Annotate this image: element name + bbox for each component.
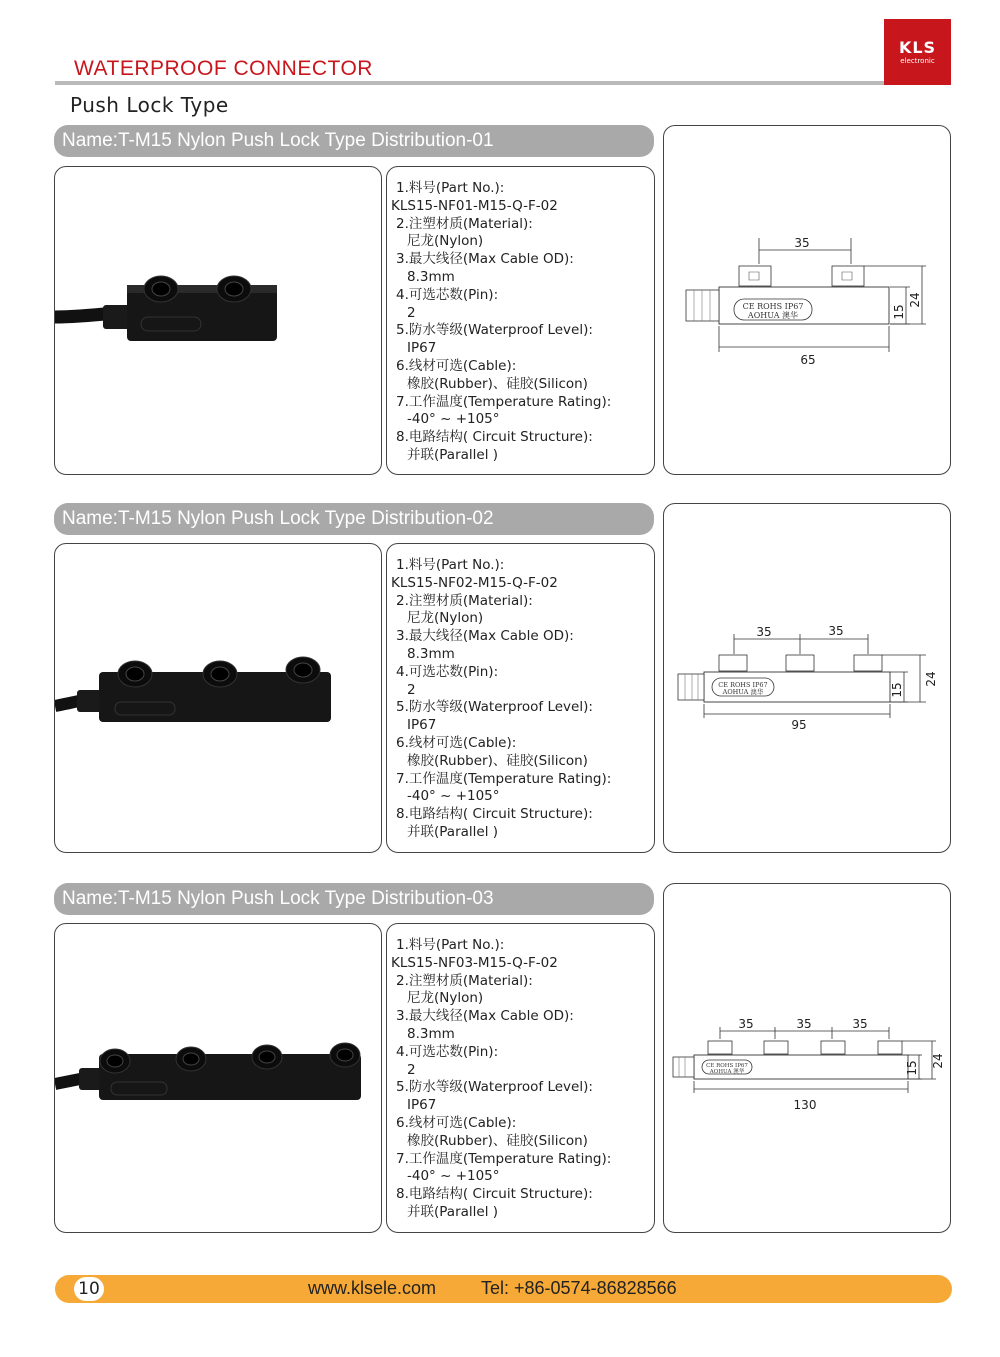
spec-line: IP67	[407, 340, 437, 357]
spec-line: 7.工作温度(Temperature Rating):	[396, 1150, 612, 1167]
logo-text: KLS	[898, 38, 937, 57]
spec-panel-3	[386, 923, 655, 1233]
dim-pitch-label: 35	[828, 624, 844, 638]
connector-photo-3	[55, 924, 381, 1232]
marking-line-2: AOHUA 澳华	[722, 688, 764, 696]
spec-line: 尼龙(Nylon)	[407, 990, 484, 1007]
spec-line: -40° ~ +105°	[407, 788, 500, 805]
spec-line: 2.注塑材质(Material):	[396, 592, 533, 609]
section-subtitle: Push Lock Type	[70, 93, 229, 117]
spec-line: 4.可选芯数(Pin):	[396, 1043, 499, 1060]
dimension-drawing-1	[663, 125, 951, 475]
spec-line: 1.料号(Part No.):	[396, 937, 505, 953]
spec-line: 5.防水等级(Waterproof Level):	[396, 1079, 593, 1096]
spec-line: IP67	[407, 1097, 437, 1114]
dim-pitch-label: 35	[794, 236, 810, 250]
spec-line: 8.3mm	[407, 645, 455, 662]
spec-line: 橡胶(Rubber)、硅胶(Silicon)	[407, 1132, 588, 1149]
spec-line: -40° ~ +105°	[407, 411, 500, 428]
company-logo	[884, 19, 951, 85]
spec-line: 2	[407, 1061, 416, 1078]
spec-line: IP67	[407, 717, 437, 734]
dim-height-label: 24	[908, 292, 922, 308]
spec-line: KLS15-NF03-M15-Q-F-02	[391, 954, 558, 971]
dim-length-label: 65	[800, 353, 816, 367]
dim-body-label: 15	[890, 682, 904, 698]
spec-line: 7.工作温度(Temperature Rating):	[396, 393, 612, 410]
drawing-svg-1	[664, 126, 950, 474]
spec-line: 8.3mm	[407, 268, 455, 285]
spec-line: 2	[407, 304, 416, 321]
spec-line: 8.电路结构( Circuit Structure):	[396, 1186, 593, 1203]
spec-line: 6.线材可选(Cable):	[396, 1114, 517, 1131]
spec-line: -40° ~ +105°	[407, 1168, 500, 1185]
spec-line: 并联(Parallel )	[407, 446, 499, 463]
spec-line: 2.注塑材质(Material):	[396, 215, 533, 232]
dimension-drawing-2	[663, 503, 951, 853]
spec-line: 尼龙(Nylon)	[407, 233, 484, 250]
dim-height-label: 24	[931, 1053, 945, 1069]
spec-line: 3.最大线径(Max Cable OD):	[396, 1008, 574, 1025]
spec-line: KLS15-NF01-M15-Q-F-02	[391, 197, 558, 214]
dim-pitch-label: 35	[852, 1017, 868, 1031]
dim-length-label: 95	[791, 718, 807, 732]
logo-subtext: electronic	[900, 57, 935, 65]
spec-panel-2	[386, 543, 655, 853]
spec-line: 8.3mm	[407, 1025, 455, 1042]
spec-line: 橡胶(Rubber)、硅胶(Silicon)	[407, 752, 588, 769]
dim-length-label: 130	[793, 1098, 817, 1112]
spec-line: 7.工作温度(Temperature Rating):	[396, 770, 612, 787]
product-photo-2	[54, 543, 382, 853]
dim-height-label: 24	[924, 671, 938, 687]
marking-line-1: CE ROHS IP67	[718, 681, 768, 689]
connector-photo-2	[55, 544, 381, 852]
product-photo-3	[54, 923, 382, 1233]
spec-line: 尼龙(Nylon)	[407, 610, 484, 627]
spec-line: 8.电路结构( Circuit Structure):	[396, 806, 593, 823]
product-name-bar-1: Name:T-M15 Nylon Push Lock Type Distribution-01	[54, 125, 654, 157]
footer-phone: Tel: +86-0574-86828566	[481, 1278, 677, 1298]
dim-body-label: 15	[905, 1060, 919, 1076]
spec-line: 4.可选芯数(Pin):	[396, 663, 499, 680]
spec-line: 8.电路结构( Circuit Structure):	[396, 429, 593, 446]
drawing-svg-2	[664, 504, 950, 852]
drawing-svg-3	[664, 884, 950, 1232]
page-header-title: WATERPROOF CONNECTOR	[74, 57, 373, 80]
page-number: 10	[74, 1277, 104, 1301]
footer-website-link[interactable]: www.klsele.com	[308, 1278, 437, 1298]
spec-line: 橡胶(Rubber)、硅胶(Silicon)	[407, 375, 588, 392]
header-divider	[55, 81, 951, 85]
spec-line: 并联(Parallel )	[407, 1203, 499, 1220]
product-photo-1	[54, 166, 382, 475]
spec-line: 并联(Parallel )	[407, 823, 499, 840]
spec-line: 1.料号(Part No.):	[396, 557, 505, 573]
spec-panel-1	[386, 166, 655, 475]
marking-line-1: CE ROHS IP67	[742, 302, 804, 311]
dim-body-label: 15	[892, 304, 906, 320]
connector-photo-1	[55, 167, 381, 474]
spec-line: 2	[407, 681, 416, 698]
spec-line: 3.最大线径(Max Cable OD):	[396, 251, 574, 268]
spec-line: 5.防水等级(Waterproof Level):	[396, 322, 593, 339]
spec-line: 5.防水等级(Waterproof Level):	[396, 699, 593, 716]
dim-pitch-label: 35	[738, 1017, 754, 1031]
spec-line: 3.最大线径(Max Cable OD):	[396, 628, 574, 645]
dim-pitch-label: 35	[756, 625, 772, 639]
product-name-bar-3: Name:T-M15 Nylon Push Lock Type Distribution-03	[54, 883, 654, 915]
marking-line-2: AOHUA 澳华	[747, 311, 799, 320]
dim-pitch-label: 35	[796, 1017, 812, 1031]
spec-line: 1.料号(Part No.):	[396, 180, 505, 196]
spec-line: 4.可选芯数(Pin):	[396, 286, 499, 303]
marking-line-2: AOHUA 澳华	[709, 1069, 745, 1075]
product-name-bar-2: Name:T-M15 Nylon Push Lock Type Distribution-02	[54, 503, 654, 535]
marking-line-1: CE ROHS IP67	[706, 1063, 748, 1069]
spec-line: 6.线材可选(Cable):	[396, 734, 517, 751]
spec-line: 6.线材可选(Cable):	[396, 357, 517, 374]
spec-line: KLS15-NF02-M15-Q-F-02	[391, 574, 558, 591]
dimension-drawing-3	[663, 883, 951, 1233]
spec-line: 2.注塑材质(Material):	[396, 972, 533, 989]
